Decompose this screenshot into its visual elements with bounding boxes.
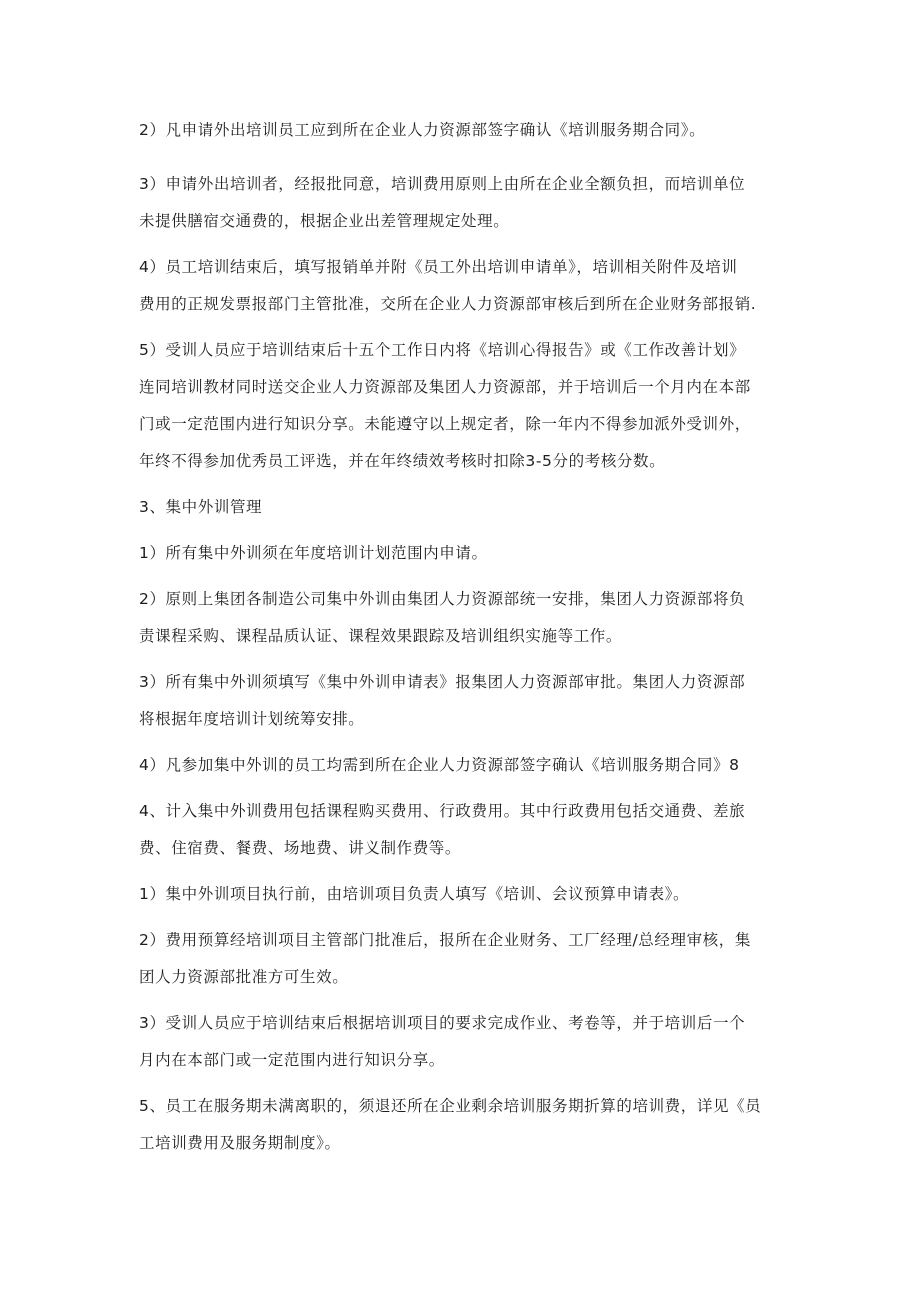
paragraph-budget-approval xyxy=(139,922,789,996)
text-line: 4、计入集中外训费用包括课程购买费用、行政费用。其中行政费用包括交通费、差旅 xyxy=(139,802,746,820)
paragraph-annual-plan xyxy=(139,535,789,572)
text-line: 责课程采购、课程品质认证、课程效果跟踪及培训组织实施等工作。 xyxy=(139,627,623,645)
paragraph-outside-training-contract xyxy=(139,112,789,149)
paragraph-training-report xyxy=(139,332,789,480)
paragraph-gap xyxy=(139,158,789,166)
paragraph-group-arrangement xyxy=(139,581,789,655)
text-line: 3）受训人员应于培训结束后根据培训项目的要求完成作业、考卷等，并于培训后一个 xyxy=(139,1014,746,1032)
text-line: 2）费用预算经培训项目主管部门批准后，报所在企业财务、工厂经理/总经理审核，集 xyxy=(139,931,751,949)
text-line: 工培训费用及服务期制度》。 xyxy=(139,1134,341,1152)
text-line: 将根据年度培训计划统筹安排。 xyxy=(139,710,365,728)
text-line: 1）所有集中外训须在年度培训计划范围内申请。 xyxy=(139,544,488,562)
paragraph-assignments xyxy=(139,1005,789,1079)
text-line: 2）原则上集团各制造公司集中外训由集团人力资源部统一安排，集团人力资源部将负 xyxy=(139,590,746,608)
paragraph-budget-form xyxy=(139,876,789,913)
text-line: 门或一定范围内进行知识分享。未能遵守以上规定者，除一年内不得参加派外受训外， xyxy=(139,415,751,433)
text-line: 5）受训人员应于培训结束后十五个工作日内将《培训心得报告》或《工作改善计划》 xyxy=(139,341,746,359)
paragraph-reimbursement xyxy=(139,249,789,323)
text-line: 团人力资源部批准方可生效。 xyxy=(139,968,349,986)
text-line: 3）申请外出培训者，经报批同意，培训费用原则上由所在企业全额负担，而培训单位 xyxy=(139,175,746,193)
text-line: 月内在本部门或一定范围内进行知识分享。 xyxy=(139,1051,445,1069)
text-line: 1）集中外训项目执行前，由培训项目负责人填写《培训、会议预算申请表》。 xyxy=(139,885,690,903)
section-heading-training-costs xyxy=(139,793,789,867)
text-line: 4）员工培训结束后，填写报销单并附《员工外出培训申请单》，培训相关附件及培训 xyxy=(139,258,738,276)
text-line: 未提供膳宿交通费的，根据企业出差管理规定处理。 xyxy=(139,212,510,230)
text-line: 3）所有集中外训须填写《集中外训申请表》报集团人力资源部审批。集团人力资源部 xyxy=(139,673,746,691)
text-line: 费用的正规发票报部门主管批准，交所在企业人力资源部审核后到所在企业财务部报销. xyxy=(139,295,757,313)
paragraph-outside-training-cost xyxy=(139,166,789,240)
section-heading-early-departure xyxy=(139,1088,789,1162)
paragraph-service-contract xyxy=(139,747,789,784)
section-heading-centralized-training xyxy=(139,489,789,526)
text-line: 连同培训教材同时送交企业人力资源部及集团人力资源部，并于培训后一个月内在本部 xyxy=(139,378,751,396)
text-line: 4）凡参加集中外训的员工均需到所在企业人力资源部签字确认《培训服务期合同》8 xyxy=(139,756,740,774)
text-line: 费、住宿费、餐费、场地费、讲义制作费等。 xyxy=(139,839,462,857)
document-body xyxy=(139,112,789,1171)
text-line: 3、集中外训管理 xyxy=(139,498,263,516)
paragraph-application-form xyxy=(139,664,789,738)
text-line: 2）凡申请外出培训员工应到所在企业人力资源部签字确认《培训服务期合同》。 xyxy=(139,121,706,139)
text-line: 年终不得参加优秀员工评选，并在年终绩效考核时扣除3-5分的考核分数。 xyxy=(139,452,666,470)
text-line: 5、员工在服务期未满离职的，须退还所在企业剩余培训服务期折算的培训费，详见《员 xyxy=(139,1097,762,1115)
